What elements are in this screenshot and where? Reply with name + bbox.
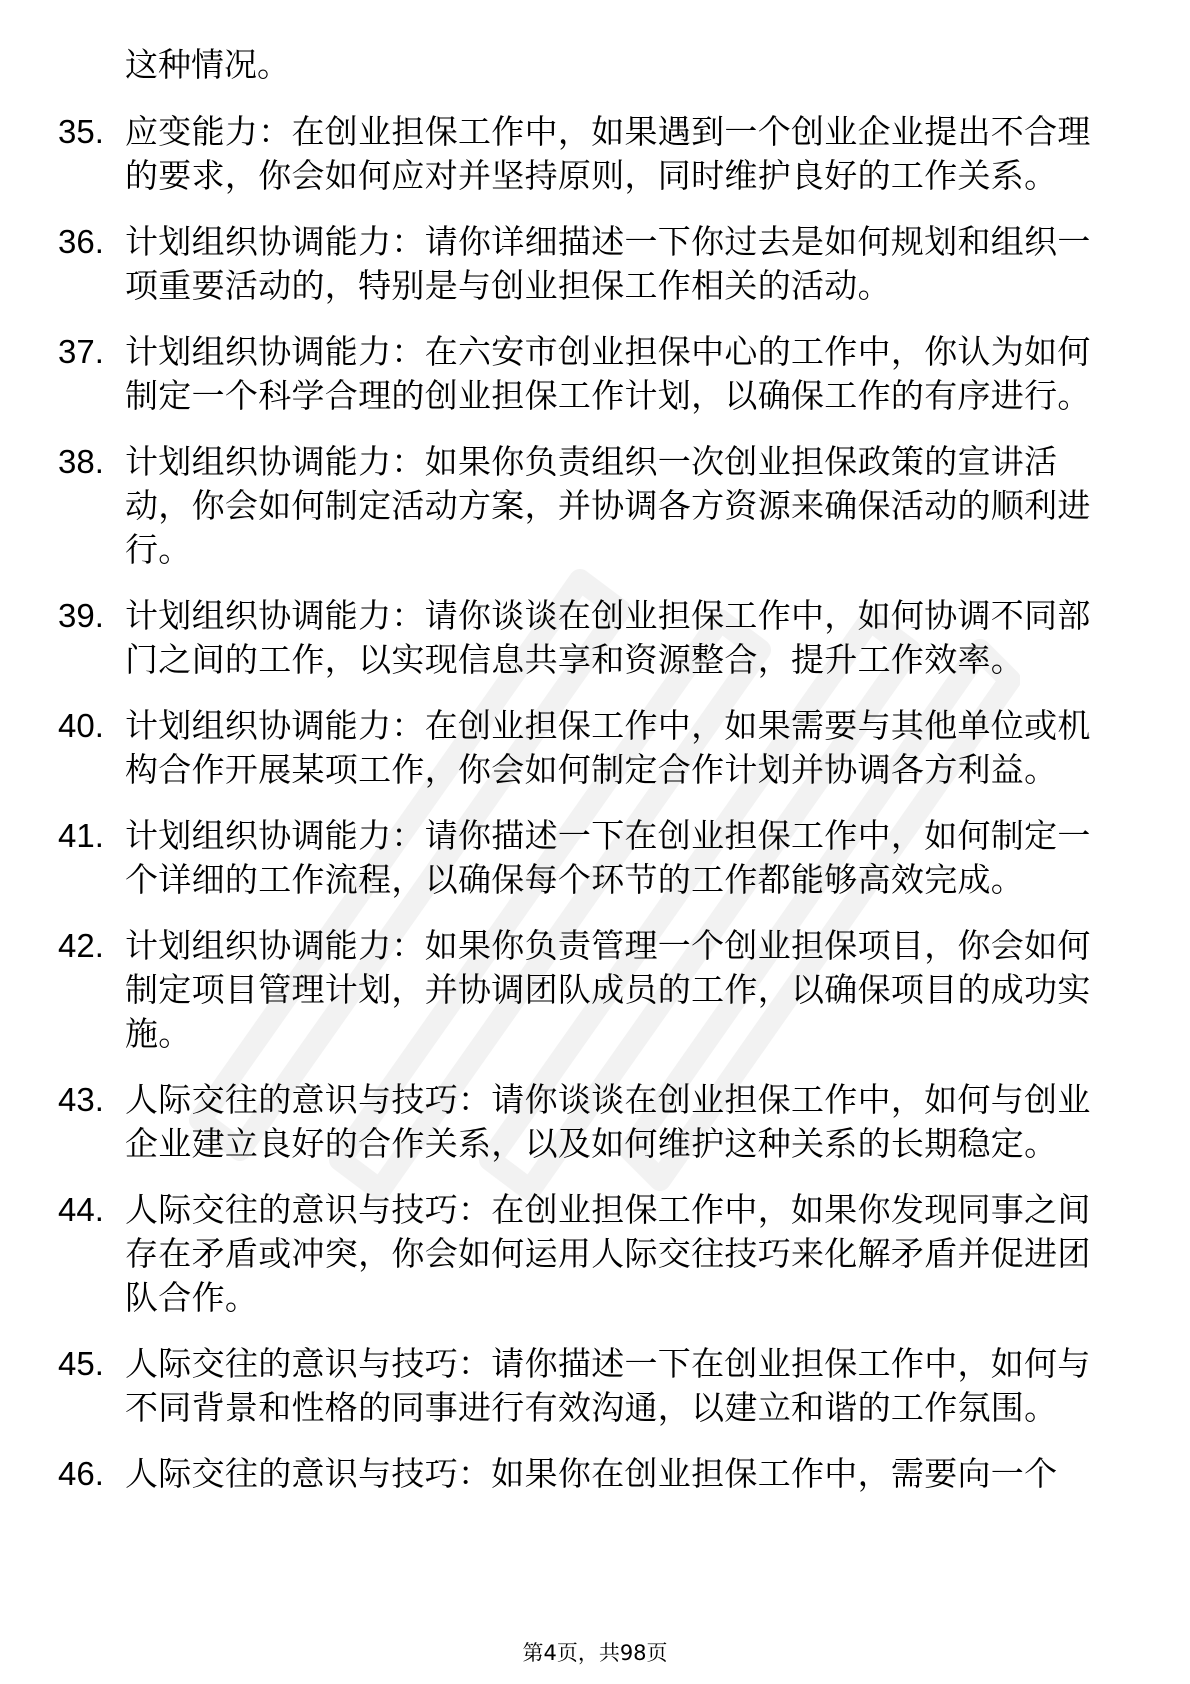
item-text: 计划组织协调能力：在六安市创业担保中心的工作中，你认为如何制定一个科学合理的创业担保工作计划，以确保工作的有序进行。: [125, 332, 1091, 415]
item-number: 41.: [58, 817, 104, 854]
item-text: 人际交往的意识与技巧：如果你在创业担保工作中，需要向一个: [125, 1454, 1058, 1493]
item-text: 计划组织协调能力：如果你负责组织一次创业担保政策的宣讲活动，你会如何制定活动方案，并协调各方资源来确保活动的顺利进行。: [125, 442, 1091, 569]
list-item-44: [58, 1188, 1118, 1320]
question-list: [58, 43, 1118, 1518]
item-text: 人际交往的意识与技巧：请你描述一下在创业担保工作中，如何与不同背景和性格的同事进行有效沟通，以建立和谐的工作氛围。: [125, 1344, 1091, 1427]
item-text: 计划组织协调能力：请你描述一下在创业担保工作中，如何制定一个详细的工作流程，以确保每个环节的工作都能够高效完成。: [125, 816, 1091, 899]
list-item-37: [58, 330, 1118, 418]
item-text: 计划组织协调能力：请你谈谈在创业担保工作中，如何协调不同部门之间的工作，以实现信息共享和资源整合，提升工作效率。: [125, 596, 1091, 679]
item-text: 人际交往的意识与技巧：在创业担保工作中，如果你发现同事之间存在矛盾或冲突，你会如何运用人际交往技巧来化解矛盾并促进团队合作。: [125, 1190, 1091, 1317]
continuation-text: 这种情况。: [125, 45, 290, 84]
list-item-36: [58, 220, 1118, 308]
item-number: 46.: [58, 1455, 104, 1492]
item-number: 38.: [58, 443, 104, 480]
list-item-42: [58, 924, 1118, 1056]
list-item-38: [58, 440, 1118, 572]
list-item-46: [58, 1452, 1118, 1496]
item-text: 计划组织协调能力：如果你负责管理一个创业担保项目，你会如何制定项目管理计划，并协调团队成员的工作，以确保项目的成功实施。: [125, 926, 1091, 1053]
item-number: 42.: [58, 927, 104, 964]
list-item-40: [58, 704, 1118, 792]
item-text: 应变能力：在创业担保工作中，如果遇到一个创业企业提出不合理的要求，你会如何应对并坚持原则，同时维护良好的工作关系。: [125, 112, 1091, 195]
item-text: 计划组织协调能力：在创业担保工作中，如果需要与其他单位或机构合作开展某项工作，你会如何制定合作计划并协调各方利益。: [125, 706, 1091, 789]
list-item-45: [58, 1342, 1118, 1430]
item-text: 人际交往的意识与技巧：请你谈谈在创业担保工作中，如何与创业企业建立良好的合作关系，以及如何维护这种关系的长期稳定。: [125, 1080, 1091, 1163]
item-number: 44.: [58, 1191, 104, 1228]
item-number: 35.: [58, 113, 104, 150]
item-number: 43.: [58, 1081, 104, 1118]
item-number: 39.: [58, 597, 104, 634]
list-item-39: [58, 594, 1118, 682]
item-number: 37.: [58, 333, 104, 370]
list-item-41: [58, 814, 1118, 902]
item-number: 40.: [58, 707, 104, 744]
page-footer: 第4页，共98页: [522, 1641, 668, 1665]
item-number: 45.: [58, 1345, 104, 1382]
list-item-43: [58, 1078, 1118, 1166]
item-text: 计划组织协调能力：请你详细描述一下你过去是如何规划和组织一项重要活动的，特别是与创业担保工作相关的活动。: [125, 222, 1091, 305]
item-number: 36.: [58, 223, 104, 260]
list-item-35: [58, 110, 1118, 198]
